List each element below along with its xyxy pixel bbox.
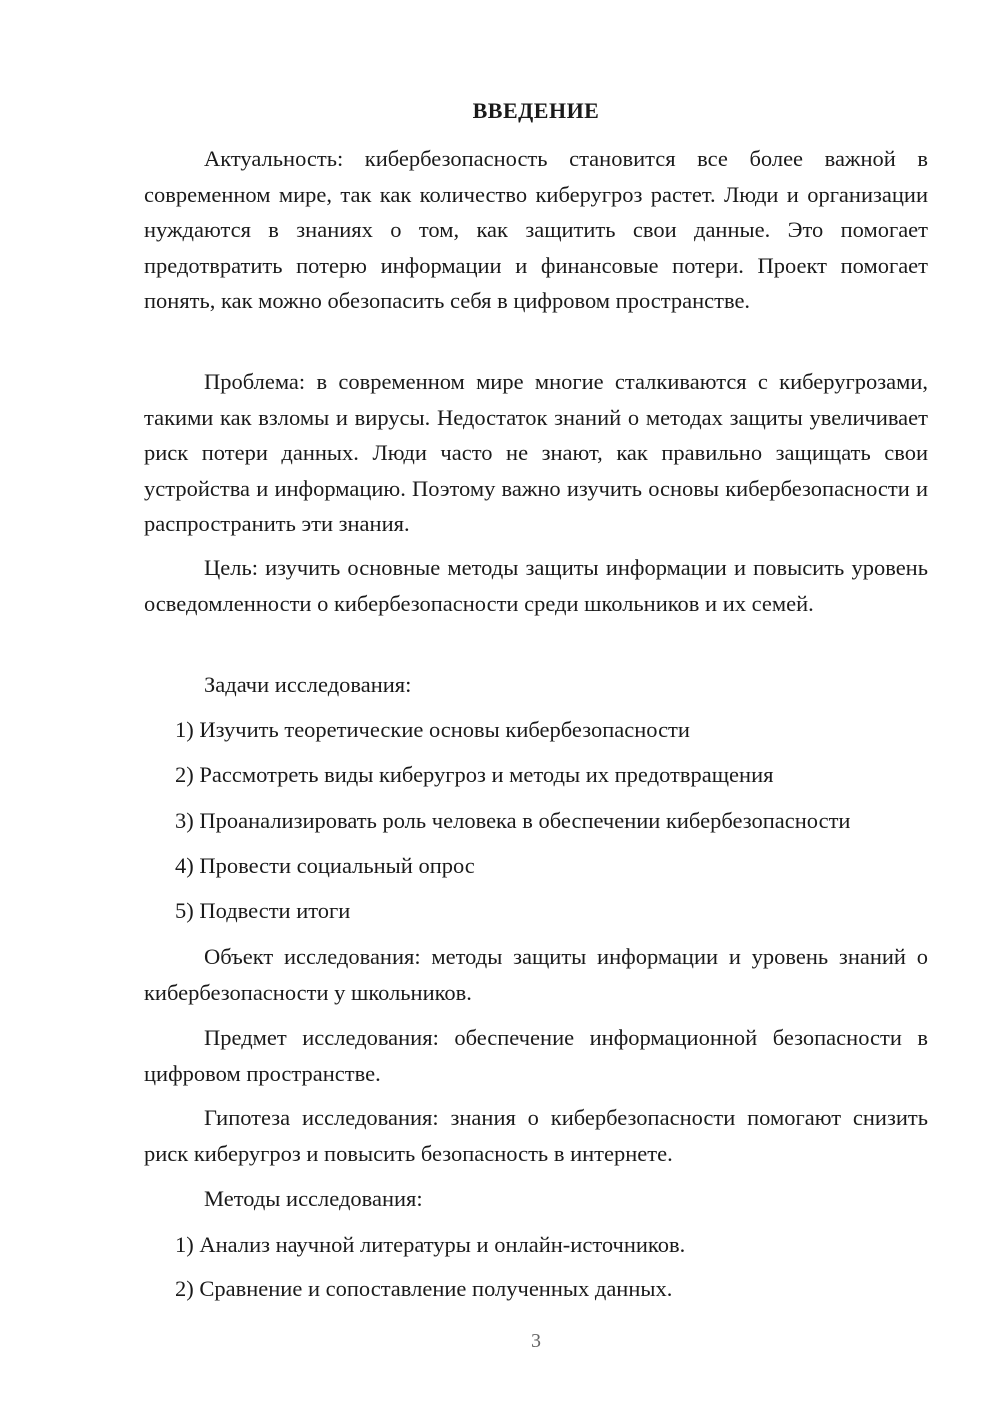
task-item: 4) Провести социальный опрос: [175, 853, 475, 878]
task-item: 1) Изучить теоретические основы кибербезопасности: [175, 717, 690, 742]
methods-heading: Методы исследования:: [204, 1186, 423, 1211]
page-number: 3: [531, 1330, 541, 1352]
paragraph-goal: Цель: изучить основные методы защиты информации и повысить уровень осведомленности о кибербезопасности среди школьников и их семей.: [144, 555, 928, 616]
paragraph-relevance: Актуальность: кибербезопасность становится все более важной в современном мире, так как количество киберугроз растет. Люди и организации нуждаются в знаниях о том, как защитить свои данные. Это помогает предотвратить потерю информации и финансовые потери. Проект помогает понять, как можно обезопасить себя в цифровом пространстве.: [144, 146, 928, 313]
task-item: 3) Проанализировать роль человека в обеспечении кибербезопасности: [175, 808, 851, 833]
tasks-heading: Задачи исследования:: [204, 672, 412, 697]
paragraph-problem: Проблема: в современном мире многие сталкиваются с киберугрозами, такими как взломы и вирусы. Недостаток знаний о методах защиты увеличивает риск потери данных. Люди часто не знают, как правильно защищать свои устройства и информацию. Поэтому важно изучить основы кибербезопасности и распространить эти знания.: [144, 369, 928, 536]
paragraph-object: Объект исследования: методы защиты информации и уровень знаний о кибербезопасности у школьников.: [144, 944, 928, 1005]
task-item: 2) Рассмотреть виды киберугроз и методы их предотвращения: [175, 762, 774, 787]
section-title: ВВЕДЕНИЕ: [472, 98, 600, 123]
paragraph-hypothesis: Гипотеза исследования: знания о кибербезопасности помогают снизить риск киберугроз и повысить безопасность в интернете.: [144, 1105, 928, 1166]
method-item: 2) Сравнение и сопоставление полученных данных.: [175, 1276, 673, 1301]
task-item: 5) Подвести итоги: [175, 898, 351, 923]
method-item: 1) Анализ научной литературы и онлайн-источников.: [175, 1232, 686, 1257]
paragraph-subject: Предмет исследования: обеспечение информационной безопасности в цифровом пространстве.: [144, 1025, 928, 1086]
